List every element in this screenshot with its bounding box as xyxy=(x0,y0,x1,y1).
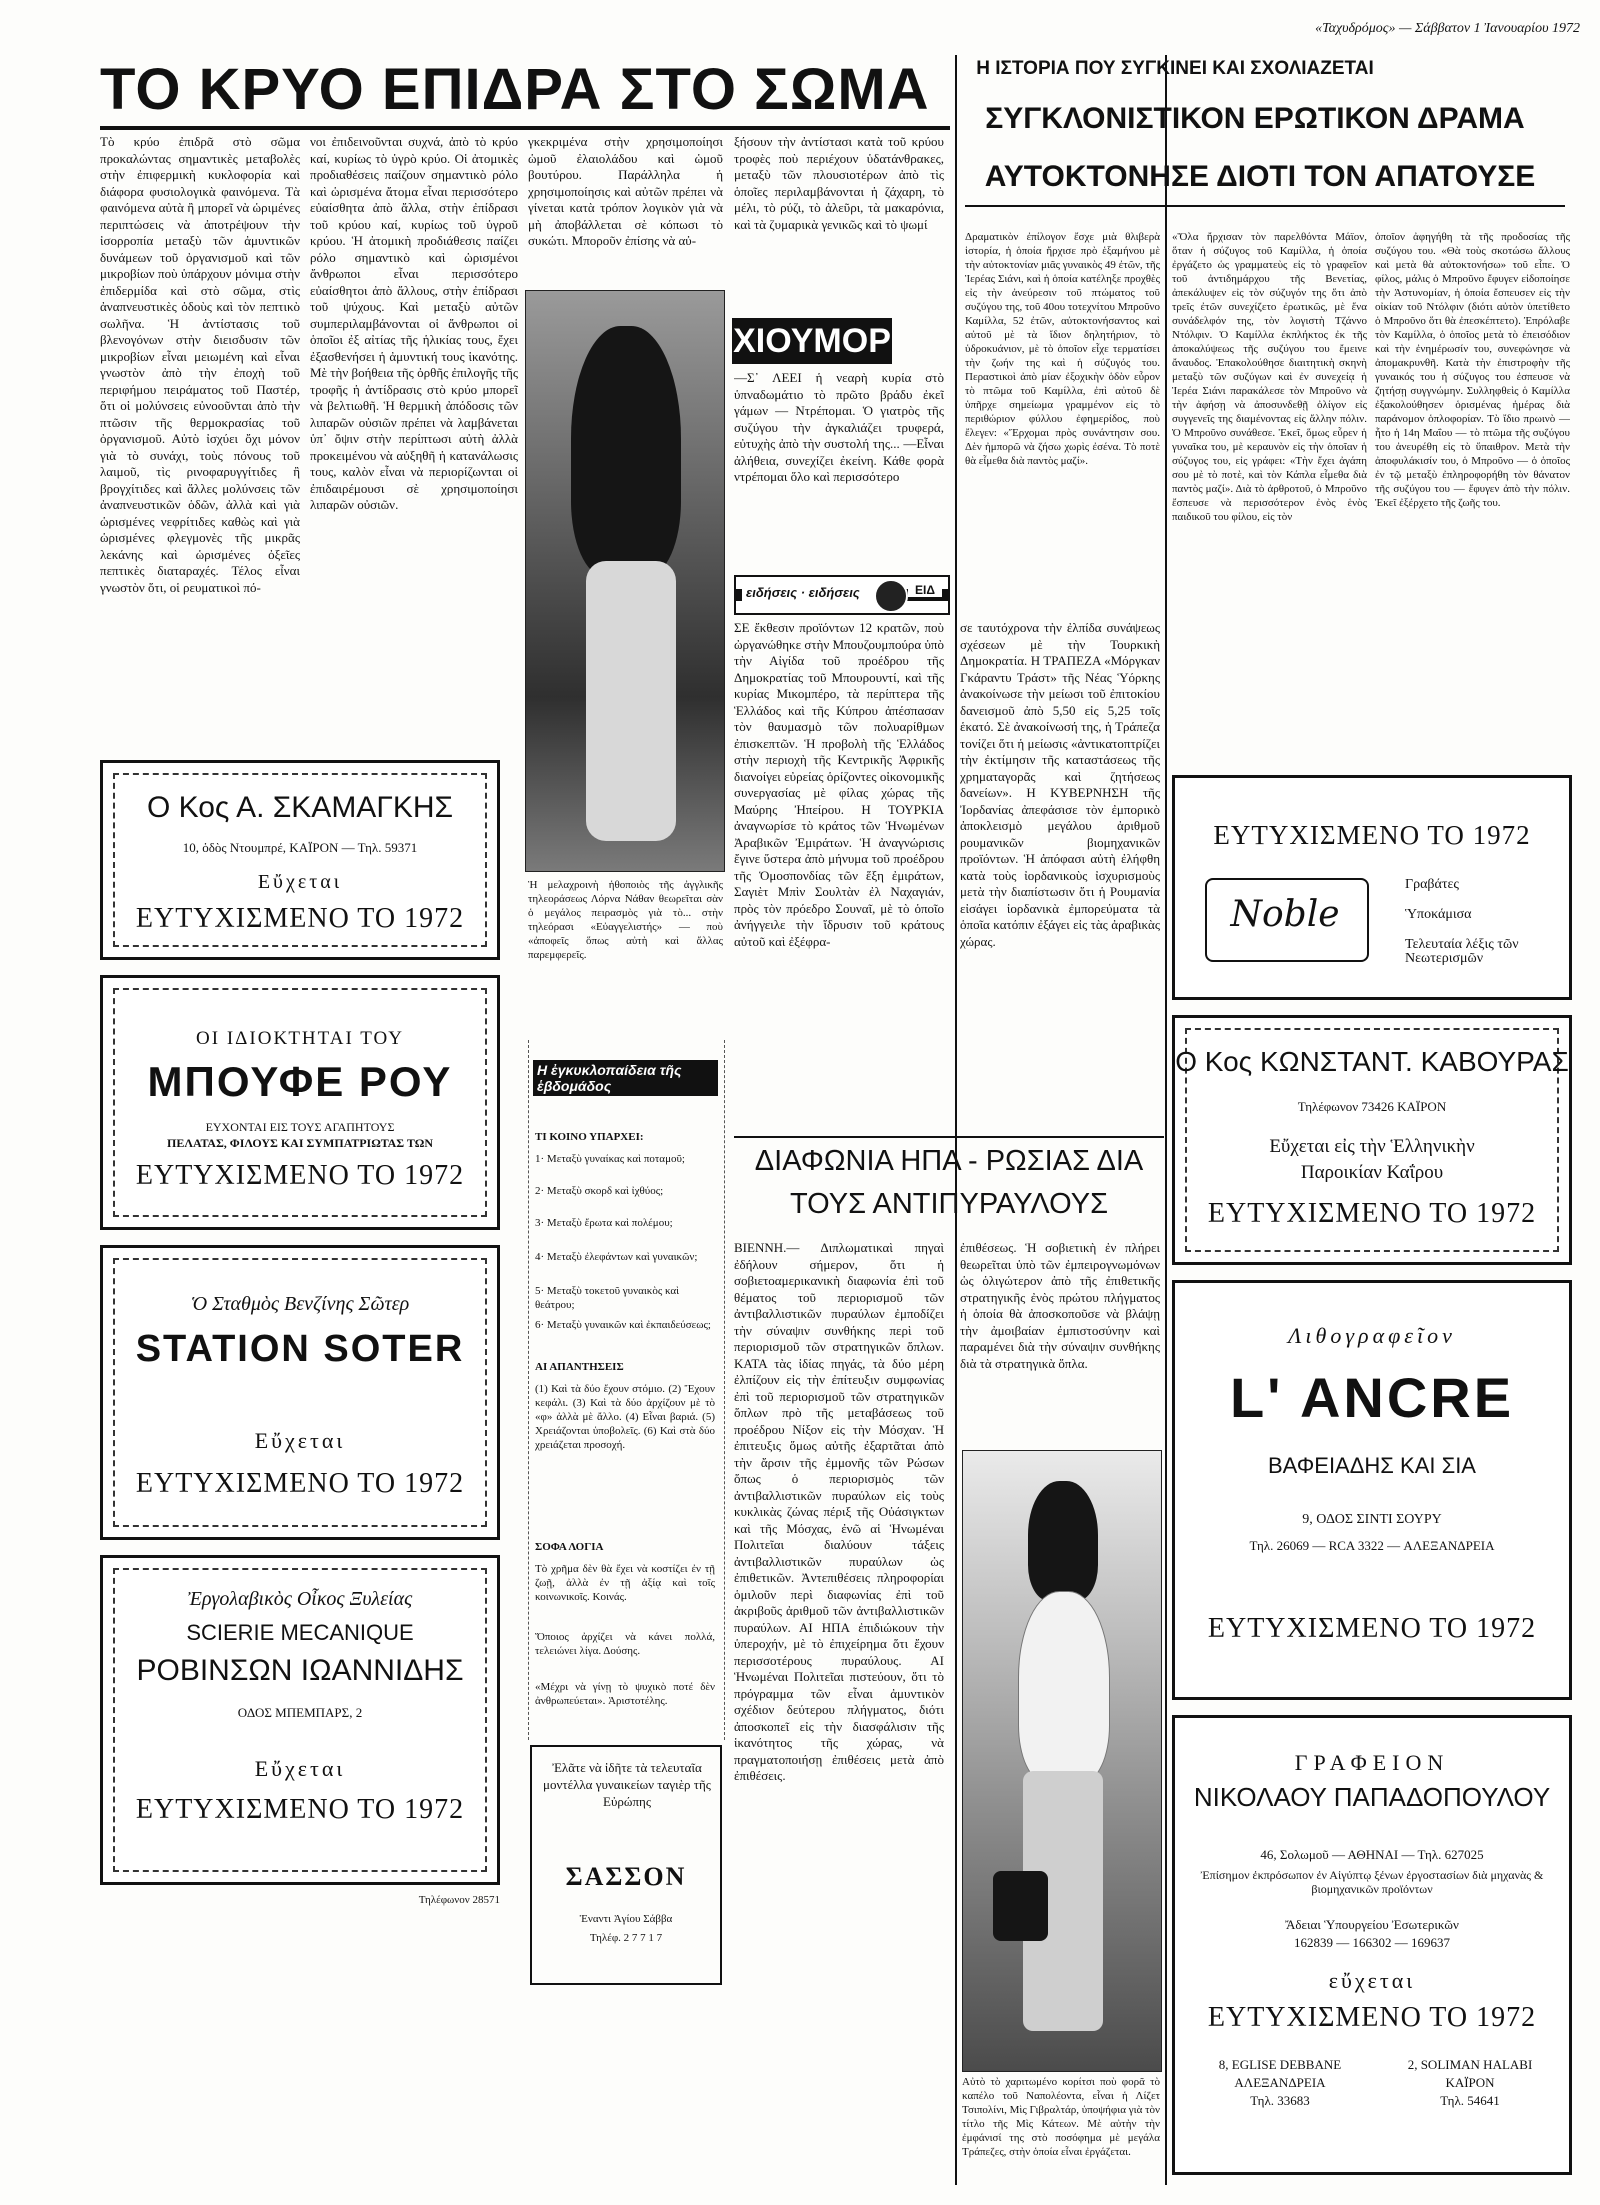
encyclopedia-title: Η ἐγκυκλοπαίδεια τῆς ἑβδομάδος xyxy=(533,1060,718,1096)
lead-col-2: νοι ἐπιδεινοῦνται συχνά, ἀπὸ τὸ κρύο καί, κυρίως τὸ ὑγρὸ κρύο. Οἱ ἀτομικὲς προδιαθέσεις παίζουν σημαντικὸ ρόλο καὶ ὡρισμένα ἄτομα εἶναι περισσότερο εὐαίσθητα ἀπὸ ἄλλα, στὴν ἐπίδρασι τοῦ κρύου καί, κυρίως τοῦ ὑγροῦ κρύου. Ἡ ἀτομικὴ προδιάθεσις παίζει ρόλο σημαντικὸ καὶ ὡρισμένοι ἄνθρωποι εἶναι περισσότερο εὐαίσθητοι ἀπὸ ἄλλους, στὴν ἐπίδρασι τοῦ ψύχους. Καὶ μεταξὺ αὐτῶν συμπεριλαμβάνονται οἱ ἄνθρωποι οἱ ὁποῖοι ἐξ αἰτίας τῆς ἡλικίας τους, ἔχει ἐξασθενήσει ἡ ἀμυντική τους ἱκανότης. Μὲ τὴν βοήθεια τῆς ὀρθῆς ἐπιλογῆς τῆς τροφῆς ἡ ἀντίδρασις στὸ κρύο μπορεῖ νὰ βελτιωθῆ. Ἡ θερμικὴ ἀπόδοσις τῶν λιπαρῶν οὐσιῶν πρέπει νὰ λαμβάνεται ὑπ᾽ ὄψιν στὴν περίπτωσι αὐτὴ ἀλλὰ προκειμένου νὰ αὐξηθῆ ἡ κατανάλωσις τους, καλὸν εἶναι νὰ περιορίζωνται οἱ ἐπιδαιρέμουσι σὲ χρησιμοποίησι λιπαρῶν οὐσιῶν. xyxy=(310,134,518,512)
ad-skamagkis-address: 10, ὁδὸς Ντουμπρέ, ΚΑΪΡΟΝ — Τηλ. 59371 xyxy=(182,840,418,855)
lead-rule xyxy=(100,126,950,130)
drama-kicker: Η ΙΣΤΟΡΙΑ ΠΟΥ ΣΥΓΚΙΝΕΙ ΚΑΙ ΣΧΟΛΙΑΖΕΤΑΙ xyxy=(976,58,1374,79)
wise-sayings-head: ΣΟΦΑ ΛΟΓΙΑ xyxy=(535,1541,604,1553)
ad-soter-name: STATION SOTER xyxy=(135,1328,465,1370)
ad-papadopoulos-addr1: 8, EGLISE DEBBANE xyxy=(1218,2057,1342,2072)
ad-robinson-address: ΟΔΟΣ ΜΠΕΜΠΑΡΣ, 2 xyxy=(237,1705,363,1720)
ad-bouffet-roy xyxy=(100,975,500,1230)
ad-kavouras xyxy=(1172,1015,1572,1265)
ad-ancre-line1: Λιθογραφεῖον xyxy=(1288,1323,1456,1348)
ad-ancre xyxy=(1172,1280,1572,1700)
ad-papadopoulos-address: 46, Σολωμοῦ — ΑΘΗΝΑΙ — Τηλ. 627025 xyxy=(1260,1847,1484,1862)
ad-papadopoulos-greeting: εὔχεται xyxy=(1328,1968,1416,1993)
ad-robinson-name: ΡΟΒΙΝΣΩΝ ΙΩΑΝΝΙΔΗΣ xyxy=(136,1654,464,1687)
encyclopedia-box xyxy=(528,1040,725,1740)
ad-soter-greeting: Εὔχεται xyxy=(254,1428,346,1453)
figure-silhouette xyxy=(1018,1591,1110,1783)
lead-col-1: Τὸ κρύο ἐπιδρᾶ στὸ σῶμα προκαλώντας σημαντικὲς μεταβολὲς στὴν ἐπιφερμικὴ κυκλοφορία καὶ διάφορα φυσιολογικὰ φαινόμενα. Τὰ φαινόμενα αὐτὰ ἢ μπορεῖ νὰ ὡριμένες περιπτώσεις νὰ ἀποτρέψουν τὴν ἰσορροπία μεταξὺ τῶν ἀμυντικῶν δυνάμεων τοῦ ὀργανισμοῦ καὶ τῶν μικροβίων ποὺ ὑπάρχουν μόνιμα στὴν ἐπιδερμίδα καὶ στὸ σῶμα, στὶς ἀναπνευστικὲς ὁδοὺς καὶ τὸν πεπτικὸ σωλῆνα. Ἡ ἀντίστασις τοῦ βλενογόνων στὴν διεισδυσιν τῶν μικροβίων εἶναι μειωμένη καὶ εἶναι γνωστὸν ἀπὸ τὴν ἐποχὴ τοῦ περιφήμου πειράματος τοῦ Παστέρ, ὅτι οἱ μολύνσεις εὐνοοῦνται ἀπὸ τὴν πτῶσιν τῆς θερμοκρασίας τοῦ ὀργανισμοῦ. Αὐτὸ ἰσχύει ὄχι μόνον γιὰ τὸ συνάχι, τοὺς πόνους τοῦ λαιμοῦ, τὶς ρινοφαρυγγίτιδες ἢ βρογχίτιδες καὶ ἄλλες μολύνσεις τῶν ἀναπνευστικῶν ὁδῶν, ἀλλὰ καὶ γιὰ ὡρισμένες νεφρίτιδες καθὼς καὶ γιὰ ὡρισμένες φλεγμονὲς τῆς μικρᾶς λεκάνης καὶ ὡρισμένες ὀξεῖες πεπτικὲς διαταραχές. Τέλος εἶναι γνωστὸν ὅτι, οἱ ρευματικοὶ πό- xyxy=(100,134,300,595)
lead-headline: ΤΟ ΚΡΥΟ ΕΠΙΔΡΑ ΣΤΟ ΣΩΜΑ xyxy=(100,57,930,122)
ad-skamagkis-name: Ο Κος Α. ΣΚΑΜΑΓΚΗΣ xyxy=(146,791,454,824)
ad-roy-line1: ΟΙ ΙΔΙΟΚΤΗΤΑΙ ΤΟΥ xyxy=(196,1028,404,1049)
drama-rule xyxy=(965,205,1565,207)
ad-kavouras-tel: Τηλέφωνον 73426 ΚΑΪΡΟΝ xyxy=(1297,1099,1447,1114)
wise-saying: Τὸ χρῆμα δὲν θὰ ἔχει νὰ κοστίζει ἐν τῇ ζωῇ, ἀλλὰ ἐν τῇ ἀξίᾳ καὶ τοῖς κοινωνικοῖς. Κοινάς. xyxy=(535,1563,715,1603)
ad-kavouras-line2: Παροικίαν Καΐρου xyxy=(1300,1162,1444,1183)
ad-papadopoulos-year: ΕΥΤΥΧΙΣΜΕΝΟ ΤΟ 1972 xyxy=(1207,2002,1537,2033)
encyclopedia-question-head: ΤΙ ΚΟΙΝΟ ΥΠΑΡΧΕΙ: xyxy=(535,1131,644,1143)
news-banner-label: ειδήσεις · ειδήσεις xyxy=(742,583,880,602)
disagreement-title-2: ΤΟΥΣ ΑΝΤΙΠΥΡΑΥΛΟΥΣ xyxy=(789,1188,1109,1220)
humor-text: —Σ᾽ ΛΕΕΙ ἡ νεαρὴ κυρία στὸ ὑπναδωμάτιο τὸ πρῶτο βράδυ ἐκεῖ γάμων — Ντρέπομαι. Ὁ γιατρὸς τῆς συζύγου τὴν ἀγκαλιάζει τρυφερά, εὐτυχὴς ἀπὸ τὴν συστολή της... —Εἶναι ἀλήθεια, συνεχίζει ἐκείνη. Κάθε φορὰ ντρέπομαι ὅλο καὶ περισσότερο xyxy=(734,370,944,484)
ad-papadopoulos-addr2-city: ΚΑΪΡΟΝ xyxy=(1445,2075,1495,2090)
disagreement-rule xyxy=(734,1136,1164,1138)
encyclopedia-question: 4· Μεταξὺ ἐλεφάντων καὶ γυναικῶν; xyxy=(535,1251,698,1263)
disagreement-col-2: ἐπιθέσεως. Ἡ σοβιετικὴ ἐν πλήρει θεωρεῖται ὑπὸ τῶν ἐμπειρογνωμόνων ὡς ὁλιγώτερον ἀπὸ τῆς ἐπιθετικῆς στρατηγικῆς ἐνὸς πρώτου πλήγματος ἡ ὁποία θὰ ἀποσκοποῦσε νὰ βλάψῃ τὴν ἀμοιβαίαν ἐμπιστοσύνην καὶ παραμένει διὰ τὴν σύναψιν συνθήκης διὰ τὰ στρατηγικὰ ὅπλα. xyxy=(960,1240,1160,1371)
actress-photo xyxy=(525,290,725,872)
encyclopedia-question: 3· Μεταξὺ ἔρωτα καὶ πολέμου; xyxy=(535,1217,673,1229)
actress-caption: Ἡ μελαχροινὴ ἡθοποιὸς τῆς ἀγγλικῆς τηλεοράσεως Λόρνα Νάθαν θεωρεῖται σὰν ὁ μεγάλος πειρασμὸς γιὰ τὸ... στὴν τηλεόρασι «Εὐαγγελιστής» — ποὺ «ἀποφεῖς ὅπως αὐτὴ καὶ ἄλλας παρεμφερεῖς. xyxy=(528,879,723,961)
column-rule xyxy=(955,55,957,2185)
disagreement-col-1: ΒΙΕΝΝΗ.— Διπλωματικαὶ πηγαὶ ἐδήλουν σήμερον, ὅτι ἡ σοβιετοαμερικανικὴ διαφωνία ἐπὶ τοῦ θέματος τοῦ περιορισμοῦ τῶν ἀντιβαλλιστικῶν πυραύλων ἐμποδίζει τὴν σύναψιν συνθήκης περὶ τοῦ περιορισμοῦ τῶν στρατηγικῶν ὅπλων. ΚΑΤΑ τὰς ἰδίας πηγάς, τὰ δύο μέρη ἐλπίζουν εἰς τὴν ἐπίτευξιν συμφωνίας ἐπὶ τοῦ περιορισμοῦ τῶν στρατηγικῶν ὅπλων πρὸ τῆς μεταβάσεως τοῦ προέδρου Νίξον εἰς τὴν Μόσχαν. Ἡ ἐπιτευξις ὅμως αὐτῆς ἐξαρτᾶται ἀπὸ τὴν ἄρσιν τῆς ἐμμονῆς τῶν Ρώσων ὅπως ὁ περιορισμὸς τῶν ἀντιβαλλιστικῶν πυραύλων εἰς τοὺς κυκλικὰς ζώνας πέριξ τῆς Οὐάσιγκτων καὶ τῆς Μόσχας, ἐνῶ αἱ Ἡνωμέναι Πολιτεῖαι διαλύουν τάξεις ἀντιβαλλιστικῶν πυραύλων ὡς ἐπιθετικῶν. Ἀντεπιθέσεις πληροφορίαι ὁμιλοῦν περὶ διαφωνίας ἐπὶ τοῦ ἀκριβοῦς ἀριθμοῦ τῶν ἀντιβαλλιστικῶν πυραύλων. ΑΙ ΗΠΑ ἐπιδιώκουν τὴν ὑπεροχήν, μὲ τὸ ἐπιχείρημα ὅτι ἔχουν περισσοτέρους πυραύλους. ΑΙ Ἡνωμέναι Πολιτεῖαι πιστεύουν, ὅτι τὸ πρόγραμμα τῶν εἶναι ἀμυντικὸν σχέδιον δεύτερου πλήγματος, διότι ἀποσκοπεῖ εἰς τὴν διασφάλισιν τῆς ἱκανότητος τῆς χώρας, νὰ πραγματοποιήσῃ ἐπιθέσεις μετὰ ἀπὸ ἐπιθέσεις. xyxy=(734,1240,944,1783)
figure-silhouette xyxy=(1028,1481,1098,1601)
encyclopedia-answers: (1) Καὶ τὰ δύο ἔχουν στόμιο. (2) Ἔχουν κεφάλι. (3) Καὶ τὰ δύο ἀρχίζουν μὲ τὸ «φ» ἀλλὰ μὲ ἄλλο. (4) Εἶναι βαριά. (5) Χρειάζονται ὑποβολεῖς. (6) Καὶ στὰ δύο χρειάζεται προσοχή. xyxy=(535,1383,715,1451)
ad-kavouras-year: ΕΥΤΥΧΙΣΜΕΝΟ ΤΟ 1972 xyxy=(1207,1198,1537,1229)
wise-saying: «Μέχρι νὰ γίνῃ τὸ ψυχικὸ ποτέ δὲν ἀνθρωπεύεται». Ἀριστοτέλης. xyxy=(535,1681,715,1707)
humor-title: ΧΙΟΥΜΟΡ xyxy=(732,318,892,364)
encyclopedia-question: 6· Μεταξὺ γυναικῶν καὶ ἐκπαιδεύσεως; xyxy=(535,1319,711,1331)
sasson-name: ΣΑΣΣΟΝ xyxy=(565,1862,687,1891)
figure-silhouette xyxy=(586,561,676,841)
handbag-shape xyxy=(993,1871,1048,1941)
ad-noble-year: ΕΥΤΥΧΙΣΜΕΝΟ ΤΟ 1972 xyxy=(1213,820,1531,850)
sasson-ad xyxy=(530,1745,722,1985)
ad-papadopoulos-desc: Ἐπίσημον ἐκπρόσωπον ἐν Αἰγύπτῳ ξένων ἐργοστασίων διὰ μηχανὰς & βιομηχανικῶν προϊόντων xyxy=(1200,1868,1544,1896)
encyclopedia-question: 2· Μεταξὺ σκορδ καὶ ἰχθύος; xyxy=(535,1185,664,1197)
drama-col-3: ὁποῖον ἀφηγήθη τὰ τῆς προδοσίας τῆς συζύγου του. «Θὰ τοὺς σκοτώσω ἄλλους καὶ μετὰ θὰ αὐτοκτονήσω» τοῦ εἶπε. Ὁ φίλος, μάλις ὁ Μπροῦνο ἔφυγεν εἰδοποίησε τὴν Ἀστυνομίαν, ἡ ὁποία ἔσπευσεν εἰς τὴν οἰκίαν τοῦ Ντόλφιν (διότι αὐτὸν ὑπετίθετο ὁ Μπροῦνο ὅτι θὰ ἐπεσκέπτετο). Ἐπρόλαβε τὸν Καμίλλα, ὁ ὁποῖος μετὰ τὸ ἐπεισόδιον καὶ τὴν ἐνημέρωσίν του, συνεφώνησε νὰ ἀπομακρυνθῆ. Κατὰ τὴν ἐπιστροφὴν τῆς γυναικός του ἡ σύζυγος του ἐσπευσε νὰ ζητήσῃ συγγνώμην. Συλληφθεὶς ὁ Καμίλλα ἐξακολούθησεν ὁρισμένας ἡμέρας διὰ παράνομον ὁπλοφορίαν. Τὸ ἴδιο πρωινὸ — ἦτο ἡ 14η Μαΐου — τὸ πτῶμα τῆς συζύγου του ἀνευρέθη εἰς τὸ ὕπαιθρον. Μετὰ τὴν ἀποφυλάκισίν του, ὁ Μπροῦνο — ὁ ὁποῖος ἐν τῷ μεταξὺ ἐπληροφορήθη τὸν θάνατον τῆς συζύγου του — ἔφυγεν ἀπὸ τὴν πόλιν. Ἐκεῖ ἐξέρχετο τῆς ζωῆς του. xyxy=(1375,231,1570,509)
encyclopedia-answers-head: ΑΙ ΑΠΑΝΤΗΣΕΙΣ xyxy=(535,1361,624,1373)
ad-soter-year: ΕΥΤΥΧΙΣΜΕΝΟ ΤΟ 1972 xyxy=(135,1468,465,1499)
ad-papadopoulos-addr1-city: ΑΛΕΞΑΝΔΡΕΙΑ xyxy=(1234,2075,1326,2090)
ad-robinson-greeting: Εὔχεται xyxy=(254,1756,346,1781)
girl-caption: Αὐτὸ τὸ χαριτωμένο κορίτσι ποὺ φορᾶ τὸ καπέλο τοῦ Ναπολέοντα, εἶναι ἡ Λίζετ Τσιπολίνι, Μὶς Γιβραλτάρ, ὑποψήφια γιὰ τὸν τίτλο τῆς Μὶς Κάτεων. Μὲ αὐτὴν τὴν ἐμφάνισί της στὸ ποσόφημα μὲ μεγάλα Τράπεζες, στὴν ὁποία εἶναι ἐργάζεται. xyxy=(962,2076,1160,2158)
ad-ancre-address: 9, ΟΔΟΣ ΣΙΝΤΙ ΣΟΥΡΥ xyxy=(1302,1512,1442,1527)
ad-robinson-year: ΕΥΤΥΧΙΣΜΕΝΟ ΤΟ 1972 xyxy=(135,1794,465,1825)
news-banner xyxy=(734,575,950,615)
ad-papadopoulos-line1: ΓΡΑΦΕΙΟΝ xyxy=(1294,1750,1450,1775)
column-rule xyxy=(1165,55,1167,2185)
ad-station-soter xyxy=(100,1245,500,1540)
drama-title-1: ΣΥΓΚΛΟΝΙΣΤΙΚΟΝ ΕΡΩΤΙΚΟΝ ΔΡΑΜΑ xyxy=(985,102,1525,135)
ad-kavouras-name: Ο Κος ΚΩΝΣΤΑΝΤ. ΚΑΒΟΥΡΑΣ xyxy=(1175,1046,1569,1077)
globe-icon xyxy=(874,579,908,613)
figure-silhouette xyxy=(571,326,681,576)
lead-col-4: ξήσουν τὴν ἀντίστασι κατὰ τοῦ κρύου τροφὲς ποὺ περιέχουν ὑδατάνθρακες, μεταξὺ τῶν πλουσιοτέρων ἀπὸ τὶς ὁποῖες περιλαμβάνονται ἡ ζάχαρη, τὸ μέλι, τὸ ρύζι, τὸ ἀλεῦρι, τὰ μακαρόνια, καὶ τὰ ζυμαρικὰ γενικῶς καὶ τὸ ψωμί xyxy=(734,134,944,232)
drama-col-1: Δραματικὸν ἐπίλογον ἔσχε μιὰ θλιβερὰ ἱστορία, ἡ ὁποία ἤρχισε πρὸ ἑξαμήνου μὲ τὴν αὐτοκτονίαν μιᾶς γυναικὸς 49 ἐτῶν, τῆς Ἱερέας Σιάνι, καὶ ἡ ὁποία κατέληξε προχθὲς εἰς τὴν ἀνεύρεσιν τοῦ πτώματος τοῦ συζύγου της, τοῦ 40ου τοτεχνίτου Μπροῦνο Καμίλλα, 52 ἐτῶν, αὐτοκτονήσαντος καὶ αὐτοῦ μὲ τὰ ἴδιον δηλητήριον, τὸ ὑδροκυάνιον, μὲ τὸ ὁποῖον εἶχε τερματίσει τὴν ζωήν της καὶ ἡ σύζυγός του. Περαστικοὶ ἀπὸ μίαν ἐξοχικὴν ὁδὸν εὗρον τὸ πτῶμα τοῦ Καμίλλα, ἐπὶ αὐτοῦ δὲ ὑπῆρχε σημείωμα γραμμένον εἰς τὸ περιθώριον φύλλου ἐφημερίδος, ποὺ ἔλεγεν: «Ἔρχομαι πρὸς συνάντησιν σου. Δὲν ἠμπορῶ νὰ ζήσω χωρὶς ἐσένα. Τὸ ποτὲ θὰ εἶμεθα διὰ παντὸς μαζί». xyxy=(965,231,1160,467)
ad-papadopoulos-addr2: 2, SOLIMAN HALABI xyxy=(1407,2057,1533,2072)
drama-col-2: «Ὅλα ἤρχισαν τὸν παρελθόντα Μάϊον, ὅταν ἡ σύζυγος τοῦ Καμίλλα, ἡ ὁποία ἐργάζετο ὡς γραμματεὺς εἰς τὸ γραφεῖον τοῦ ἀντιδημάρχου τῆς Βενετίας, ἀπεκάλυψεν εἰς τὸν σύζυγόν της ὅτι ἀπὸ τρεῖς ἐτῶν συνεχίζετο ἐρωτικῶς, μὲ ἕνα συνάδελφόν της, τὸν λογιστὴ Τζάννο Ντόλφιν. Ὁ Καμίλλα ἐκπλήκτος ἐκ τῆς ἀποκαλύψεως τῆς συζύγου του ἔμεινε ἄναυδος. Ἐπακολούθησε διαιτητικὴ σκηνὴ μεταξὺ τῶν συζύγων καὶ ἐν συνεχείᾳ ἡ Ἱερέα Σιάνι παρακάλεσε τὸν Μπροῦνο νὰ τὴν ἀφήσῃ νὰ ἀποσυνδεθῇ ὀλίγον εἰς συγγενεῖς της διαμένοντας εἰς ἄλλην πόλιν. Ὁ Μπροῦνο συνάθεσε. Ἐκεῖ, ὅμως εὗρεν ἡ γυναῖκα του, μὲ κεραυνὸν εἰς τὴν ὁποῖαν ἡ σύζυγος του, εἰς γράφει: «Τὴν ἔχει ἀγάπη σου μὲ τὸ ποτὲ, καὶ τὸν Κάπλα εἶμεθα διὰ παντὸς μαζί». Διὰ τὸ ἀρθροτοῦ, ὁ Μπροῦνο ἔσπευσε νὰ περισσότερον ἐνὸς ἑνὸς παιδικοῦ του φίλου, εἰς τὸν xyxy=(1172,231,1367,523)
ad-ancre-owners: ΒΑΦΕΙΑΔΗΣ ΚΑΙ ΣΙΑ xyxy=(1268,1453,1476,1478)
ad-skamagkis-year: ΕΥΤΥΧΙΣΜΕΝΟ ΤΟ 1972 xyxy=(135,903,465,934)
ad-roy-line3: ΠΕΛΑΤΑΣ, ΦΙΛΟΥΣ ΚΑΙ ΣΥΜΠΑΤΡΙΩΤΑΣ ΤΩΝ xyxy=(167,1136,433,1150)
ad-ancre-tel: Τηλ. 26069 — RCA 3322 — ΑΛΕΞΑΝΔΡΕΙΑ xyxy=(1249,1538,1495,1553)
drama-title-2: ΑΥΤΟΚΤΟΝΗΣΕ ΔΙΟΤΙ ΤΟΝ ΑΠΑΤΟΥΣΕ xyxy=(984,160,1536,193)
ad-ancre-year: ΕΥΤΥΧΙΣΜΕΝΟ ΤΟ 1972 xyxy=(1207,1613,1537,1644)
masthead: «Ταχυδρόμος» — Σάββατον 1 Ἰανουαρίου 1972 xyxy=(1315,21,1580,36)
ad-papadopoulos-name: ΝΙΚΟΛΑΟΥ ΠΑΠΑΔΟΠΟΥΛΟΥ xyxy=(1193,1782,1551,1812)
ad-robinson-line1: Ἐργολαβικὸς Οἶκος Ξυλείας xyxy=(187,1588,413,1610)
ad-papadopoulos xyxy=(1172,1715,1572,2175)
ad-roy-year: ΕΥΤΥΧΙΣΜΕΝΟ ΤΟ 1972 xyxy=(135,1160,465,1191)
ad-papadopoulos-numbers: 162839 — 166302 — 169637 xyxy=(1294,1935,1450,1950)
ad-border xyxy=(113,1568,487,1872)
ad-soter-line1: Ὁ Σταθμὸς Βενζίνης Σῶτερ xyxy=(190,1293,410,1315)
ad-skamagkis xyxy=(100,760,500,960)
ad-roy-name: ΜΠΟΥΦΕ ΡΟΥ xyxy=(147,1058,453,1105)
news-badge: ΕΙΔ xyxy=(908,583,942,597)
ad-noble-bullet-1: Γραβάτες xyxy=(1405,877,1459,892)
disagreement-title-1: ΔΙΑΦΩΝΙΑ ΗΠΑ - ΡΩΣΙΑΣ ΔΙΑ xyxy=(754,1145,1144,1177)
ad-robinson xyxy=(100,1555,500,1885)
ad-noble xyxy=(1172,775,1572,1000)
ad-noble-brand: Noble xyxy=(1230,894,1340,935)
ad-noble-logo xyxy=(1205,878,1369,962)
ad-papadopoulos-addr1-tel: Τηλ. 33683 xyxy=(1250,2093,1310,2108)
wise-saying: Ὅποιος ἀρχίζει νὰ κάνει πολλά, τελειώνει λίγα. Δούσης. xyxy=(535,1631,715,1657)
ad-robinson-tel: Τηλέφωνον 28571 xyxy=(418,1894,500,1906)
ad-noble-bullet-3: Τελευταία λέξις τῶν Νεωτερισμῶν xyxy=(1405,937,1519,966)
sasson-tel: Τηλέφ. 2 7 7 1 7 xyxy=(589,1932,663,1944)
sasson-address: Ἐναντι Ἁγίου Σάββα xyxy=(579,1913,673,1925)
girl-photo xyxy=(962,1450,1162,2072)
ad-kavouras-line1: Εὔχεται εἰς τὴν Ἑλληνικὴν xyxy=(1269,1136,1475,1157)
news-col-2: σε ταυτόχρονα τὴν ἐλπίδα συνάψεως σχέσεων μὲ τὴν Τουρκικὴ Δημοκρατία. Η ΤΡΑΠΕΖΑ «Μόργκαν Γκάραντυ Τράστ» τῆς Νέας Ὑόρκης ἀνακοίνωσε τὴν μείωσι τοῦ ἐπιτοκίου δανεισμοῦ ἀπὸ 5,50 εἰς 5,25 τοῖς ἑκατό. Σὲ ἀνακοίνωσή της, ἡ Τράπεζα τονίζει ὅτι ἡ μείωσις «ἀντικατοπτρίζει τὴν ἐκτίμησιν τῆς καταστάσεως τῆς χρηματαγορᾶς καὶ ζητήσεως δανείων». Η ΚΥΒΕΡΝΗΣΗ τῆς Ἰορδανίας ἀπεφάσισε τὸν ἐμπορικὸ ἀποκλεισμὸ μεγάλου ἀριθμοῦ ρουμανικῶν βιομηχανικῶν προϊόντων. Ἡ ἀπόφασι αὐτὴ ἐλήφθη κατὰ τοὺς ἰορδανικοὺς ἰσχυρισμοὺς μετὰ τὴν διαπίστωσιν ὅτι ἡ Ρουμανία εἰσάγει ἰορδανικὰ ἐμπορεύματα τὰ ὁποῖα κατόπιν ἐξάγει εἰς τὰς ἀραβικὰς χώρας. xyxy=(960,620,1160,949)
ad-noble-bullet-2: Ὑποκάμισα xyxy=(1405,907,1472,922)
ad-ancre-name: L' ANCRE xyxy=(1229,1366,1515,1429)
news-col-1: ΣΕ ἔκθεσιν προϊόντων 12 κρατῶν, ποὺ ὠργανώθηκε στὴν Μπουζουμπούρα ὑπὸ τὴν Αἰγίδα τοῦ προέδρου τῆς Δημοκρατίας τοῦ Μπουρουντί, καὶ τῆς κυρίας Μικομπέρο, τὰ περίπτερα τῆς Ἑλλάδος καὶ τῆς Κύπρου ἀπέσπασαν τὸν θαυμασμὸ τῶν πολυαρίθμων ἐπισκεπτῶν. Ἡ προβολὴ τῆς Ἑλλάδος στὴν περιοχὴ τῆς Κεντρικῆς Ἀφρικῆς διανοίγει εὐρείας ὁρίζοντες οἰκονομικῆς συνεργασίας μὲ φίλας χώρας τῆς Μαύρης Ἠπείρου. Η ΤΟΥΡΚΙΑ ἀναγνωρίσε τὸ κράτος τῶν Ἡνωμένων Ἀραβικῶν Ἐμιράτων. Ἡ ἀναγνώρισις ἔγινε ὕστερα ἀπὸ μήνυμα τοῦ προέδρου τῆς Ὁμοσπονδίας τῶν ἕξη ἐμιράτων, Σαγιὲτ Μπὶν Σουλτὰν ἐλ Ναχαγιάν, πρὸς τὸν πρόεδρο Σουναῖ, μὲ τὸ ὁποῖο ἀνήγγειλε τὴν ἵδρυσιν τοῦ κράτους αὐτοῦ καὶ ἐξέφρα- xyxy=(734,620,944,949)
ad-skamagkis-greeting: Εὔχεται xyxy=(257,871,343,893)
ad-papadopoulos-addr2-tel: Τηλ. 54641 xyxy=(1440,2093,1500,2108)
ad-papadopoulos-permits: Ἄδειαι Ὑπουργείου Ἐσωτερικῶν xyxy=(1285,1917,1459,1932)
encyclopedia-question: 5· Μεταξὺ τοκετοῦ γυναικὸς καὶ θεάτρου; xyxy=(535,1285,680,1311)
ad-roy-line2: ΕΥΧΟΝΤΑΙ ΕΙΣ ΤΟΥΣ ΑΓΑΠΗΤΟΥΣ xyxy=(205,1120,395,1134)
sasson-text: Ἐλᾶτε νὰ ἰδῆτε τὰ τελευταῖα μοντέλλα γυναικείων ταγιὲρ τῆς Εὐρώπης xyxy=(543,1760,711,1809)
lead-col-3: γκεκριμένα στὴν χρησιμοποίησι ὡμοῦ ἐλαιολάδου καὶ ὡμοῦ βουτύρου. Παράλληλα ἡ χρησιμοποίησις καὶ αὐτῶν πρέπει νὰ γίνεται κατὰ τρόπον λογικὸν γιὰ νὰ μὴ ἀποβάλλεται σὲ κόπωσι τὸ συκώτι. Μποροῦν ἐπίσης νὰ αὐ- xyxy=(528,134,723,248)
encyclopedia-question: 1· Μεταξὺ γυναίκας καὶ ποταμοῦ; xyxy=(535,1153,685,1165)
ad-robinson-line2: SCIERIE MECANIQUE xyxy=(186,1620,414,1645)
